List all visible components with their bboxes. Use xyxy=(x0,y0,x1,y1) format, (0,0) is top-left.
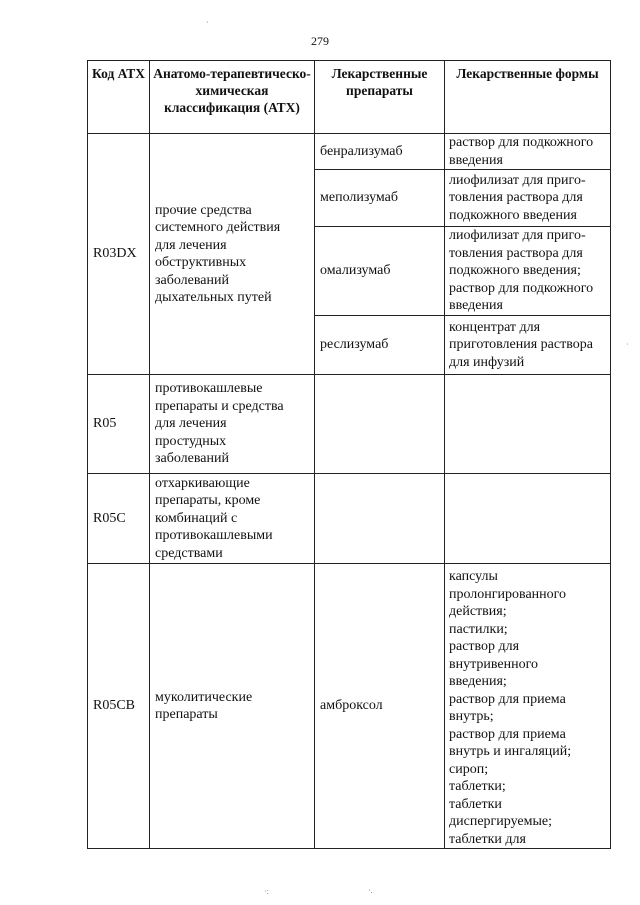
classification-cell xyxy=(150,134,315,375)
form-text: лиофилизат для приго- товления раствора для подкожного введения xyxy=(449,172,586,223)
drug-cell xyxy=(315,474,445,564)
form-text: лиофилизат для приго- товления раствора для подкожного введения; раствор для подкожного введения xyxy=(449,228,594,314)
form-cell xyxy=(445,375,611,474)
scan-speck: · xyxy=(206,18,209,27)
table-row xyxy=(88,375,611,474)
scan-speck: · xyxy=(626,340,629,349)
form-cell xyxy=(445,227,611,316)
classification-text: противокашлевые препараты и средства для лечения простудных заболеваний xyxy=(155,381,284,467)
drug-cell: омализумаб xyxy=(315,227,445,316)
drug-cell: бенрализумаб xyxy=(315,134,445,170)
classification-text: прочие средства системного действия для лечения обструктивных заболеваний дыхательных путей xyxy=(155,202,281,305)
table-row xyxy=(88,134,611,170)
form-text: концентрат для приготовления раствора для инфузий xyxy=(449,319,593,370)
scan-speck: ·: xyxy=(264,887,269,896)
atx-code-cell: R05 xyxy=(88,375,150,474)
drug-cell: амброксол xyxy=(315,564,445,849)
drug-cell: меполизумаб xyxy=(315,170,445,227)
drug-cell: реслизумаб xyxy=(315,316,445,375)
drug-cell xyxy=(315,375,445,474)
form-cell xyxy=(445,564,611,849)
table-row xyxy=(88,564,611,849)
atx-table xyxy=(87,60,611,849)
form-text: раствор для подкожного введения xyxy=(449,135,594,168)
form-cell xyxy=(445,474,611,564)
table-row xyxy=(88,474,611,564)
classification-cell xyxy=(150,375,315,474)
form-cell xyxy=(445,134,611,170)
classification-cell xyxy=(150,564,315,849)
atx-code-cell: R05C xyxy=(88,474,150,564)
classification-text: муколитические препараты xyxy=(155,689,253,722)
atx-code-cell: R03DX xyxy=(88,134,150,375)
scan-speck: ·. xyxy=(368,886,373,895)
header-drugs: Лекарственные препараты xyxy=(315,61,445,134)
form-cell xyxy=(445,170,611,227)
form-text: капсулы пролонгированного действия; пастилки; раствор для внутривенного введения; раствор для приема внутрь; раствор для приема внутрь и ингаляций; сироп; таблетки; таблетки диспергируемые; таблетки для xyxy=(449,569,572,847)
atx-code-cell: R05CB xyxy=(88,564,150,849)
header-forms: Лекарственные формы xyxy=(445,61,611,134)
header-classification: Анатомо-терапевтическо-химическая классификация (АТХ) xyxy=(150,61,315,134)
page-number: 279 xyxy=(311,34,329,48)
table-header-row xyxy=(88,61,611,134)
classification-cell xyxy=(150,474,315,564)
header-code: Код АТХ xyxy=(88,61,150,134)
classification-text: отхаркивающие препараты, кроме комбинаций с противокашлевыми средствами xyxy=(155,475,273,561)
form-cell xyxy=(445,316,611,375)
